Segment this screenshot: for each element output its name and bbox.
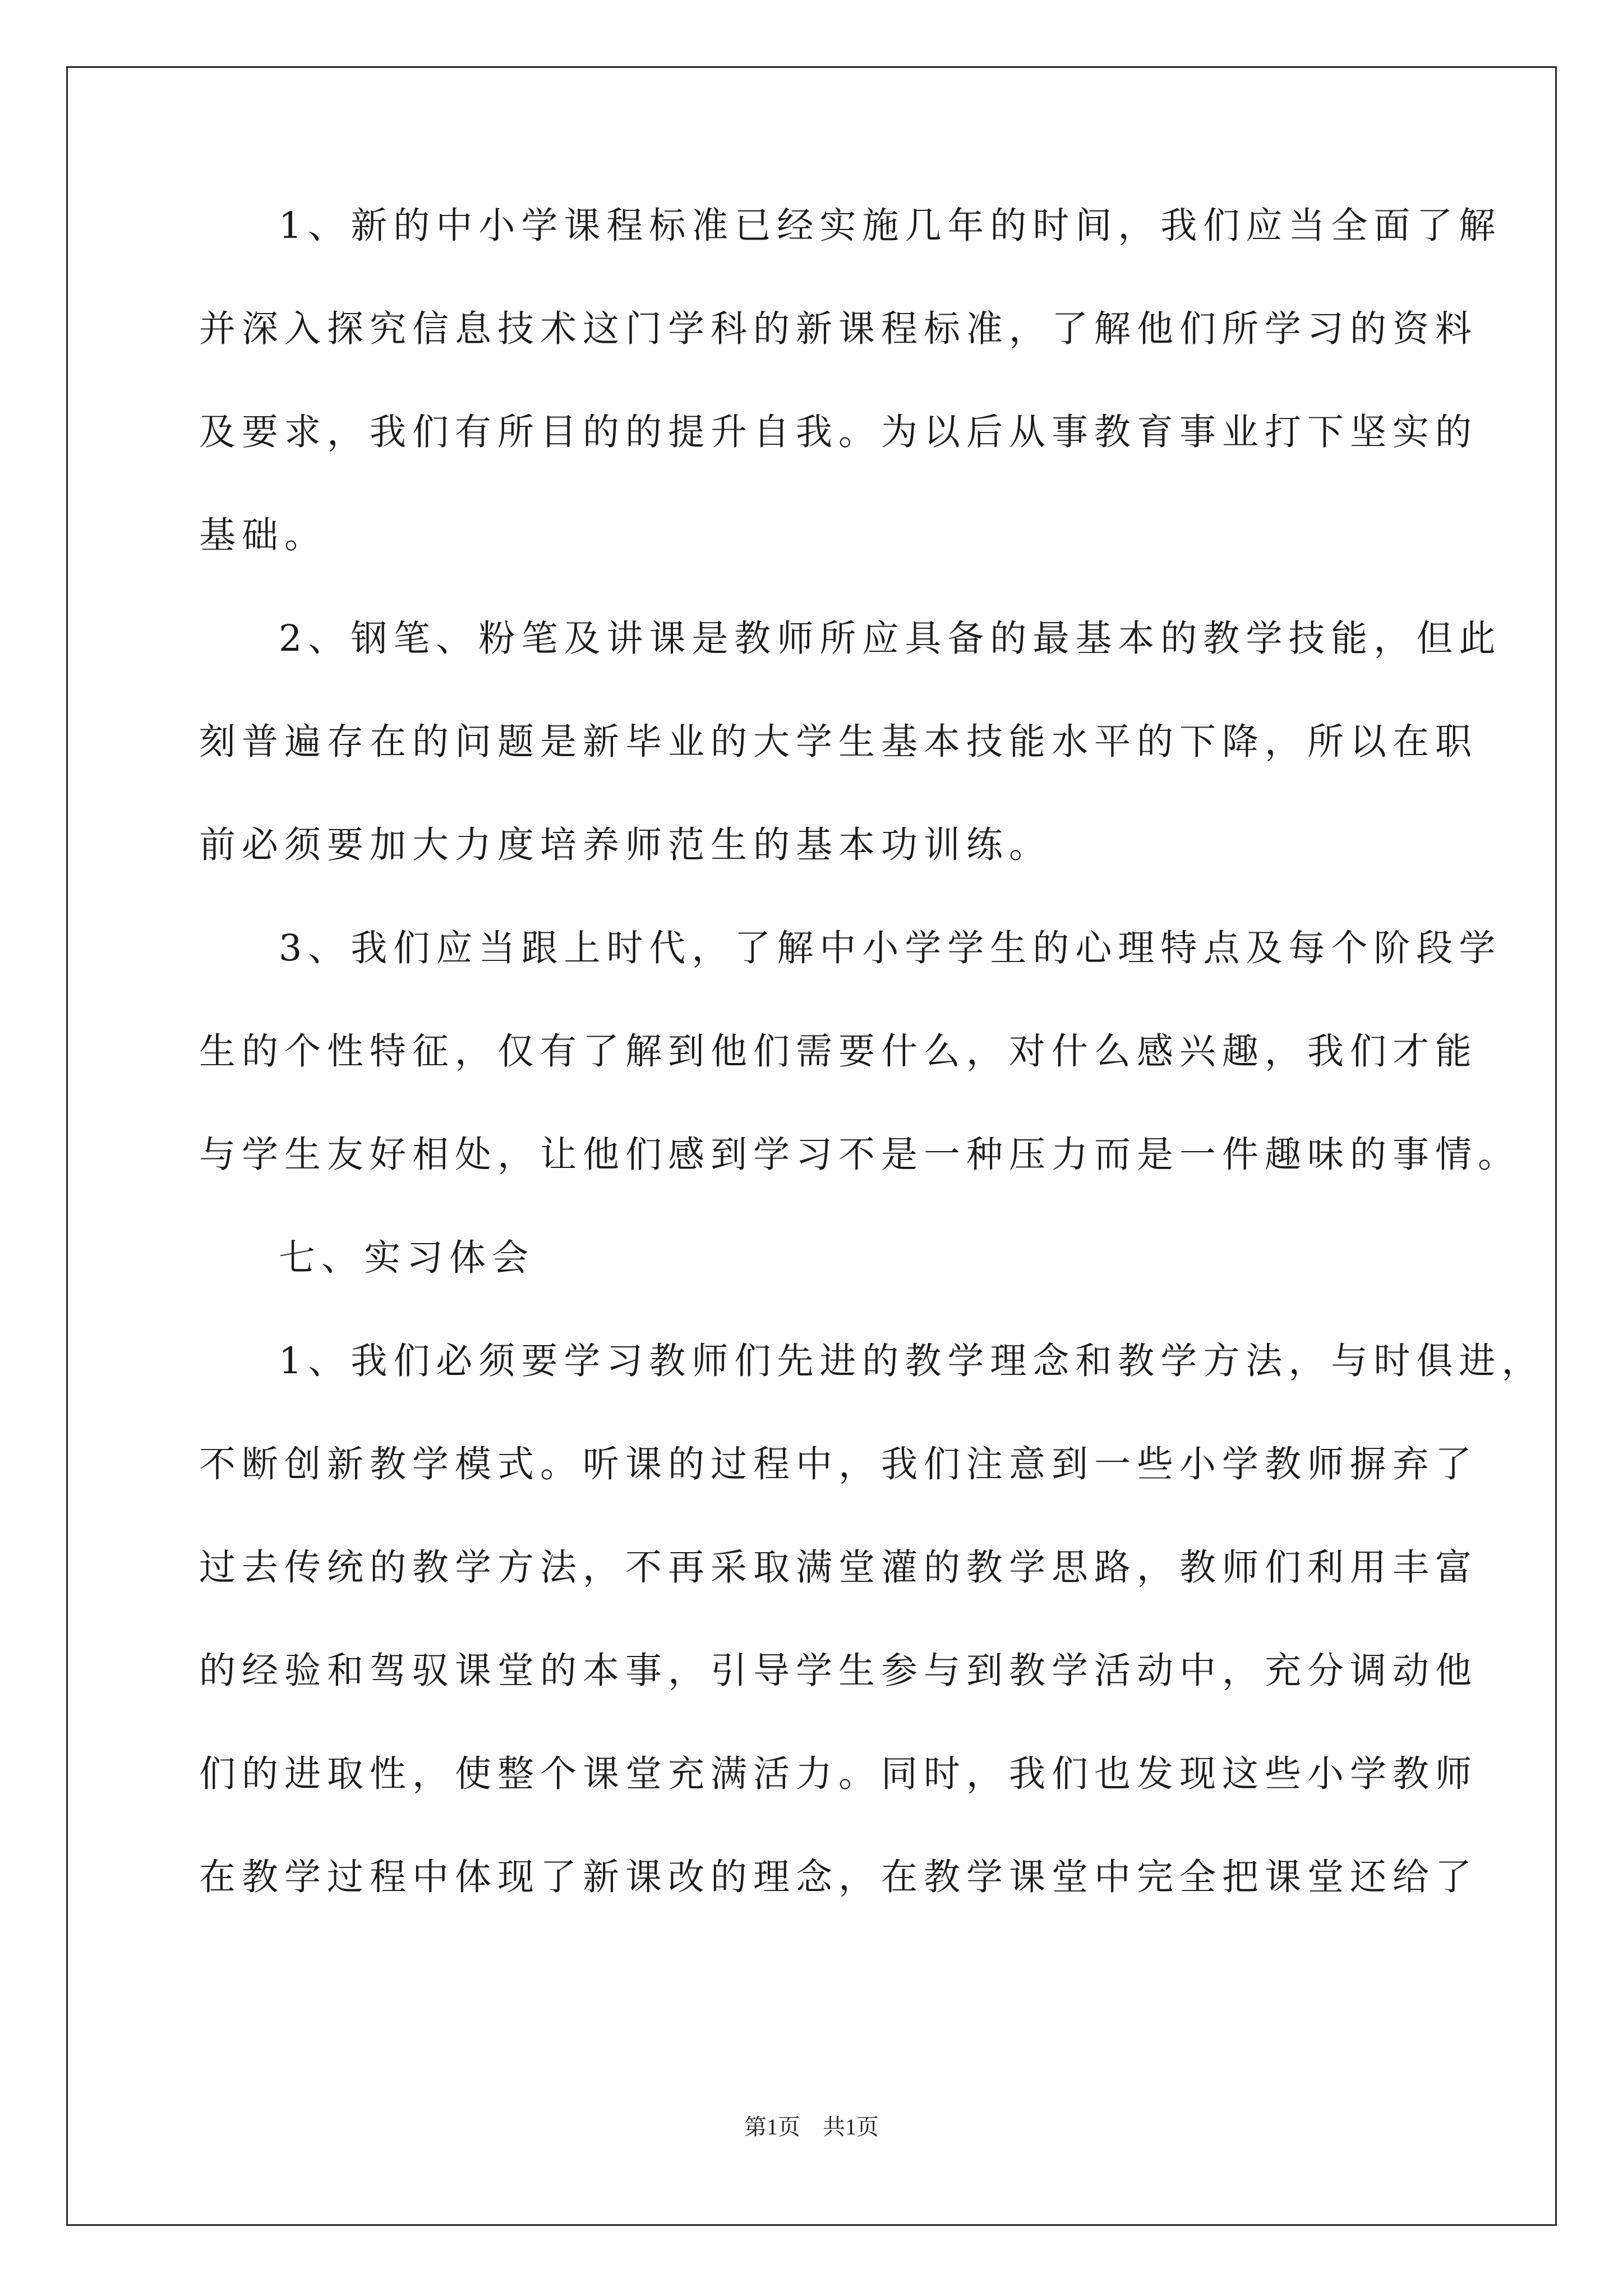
paragraph-line: 不断创新教学模式。听课的过程中，我们注意到一些小学教师摒弃了 xyxy=(199,1443,1478,1485)
section-heading: 七、实习体会 xyxy=(279,1237,535,1279)
paragraph-line: 过去传统的教学方法，不再采取满堂灌的教学思路，教师们利用丰富 xyxy=(199,1547,1478,1589)
paragraph-line: 基础。 xyxy=(199,514,328,556)
paragraph-line: 生的个性特征，仅有了解到他们需要什么，对什么感兴趣，我们才能 xyxy=(199,1030,1478,1073)
paragraph-line: 1、新的中小学课程标准已经实施几年的时间，我们应当全面了解 xyxy=(279,205,1502,247)
paragraph-line: 们的进取性，使整个课堂充满活力。同时，我们也发现这些小学教师 xyxy=(199,1753,1478,1795)
page-total: 共1页 xyxy=(823,2114,879,2139)
paragraph-line: 刻普遍存在的问题是新毕业的大学生基本技能水平的下降，所以在职 xyxy=(199,721,1478,763)
paragraph-line: 及要求，我们有所目的的提升自我。为以后从事教育事业打下坚实的 xyxy=(199,411,1478,453)
paragraph-line: 并深入探究信息技术这门学科的新课程标准，了解他们所学习的资料 xyxy=(199,308,1478,350)
paragraph-line: 与学生友好相处，让他们感到学习不是一种压力而是一件趣味的事情。 xyxy=(199,1134,1521,1176)
page-footer xyxy=(0,2114,1623,2141)
document-body xyxy=(199,205,1544,1962)
paragraph-line: 在教学过程中体现了新课改的理念，在教学课堂中完全把课堂还给了 xyxy=(199,1856,1478,1898)
paragraph-line: 前必须要加大力度培养师范生的基本功训练。 xyxy=(199,824,1052,866)
paragraph-line: 的经验和驾驭课堂的本事，引导学生参与到教学活动中，充分调动他 xyxy=(199,1650,1478,1692)
paragraph-line: 1、我们必须要学习教师们先进的教学理念和教学方法，与时俱进， xyxy=(279,1340,1544,1382)
page-number: 第1页 xyxy=(744,2114,800,2139)
paragraph-line: 2、钢笔、粉笔及讲课是教师所应具备的最基本的教学技能，但此 xyxy=(279,618,1502,660)
paragraph-line: 3、我们应当跟上时代，了解中小学学生的心理特点及每个阶段学 xyxy=(279,927,1502,969)
